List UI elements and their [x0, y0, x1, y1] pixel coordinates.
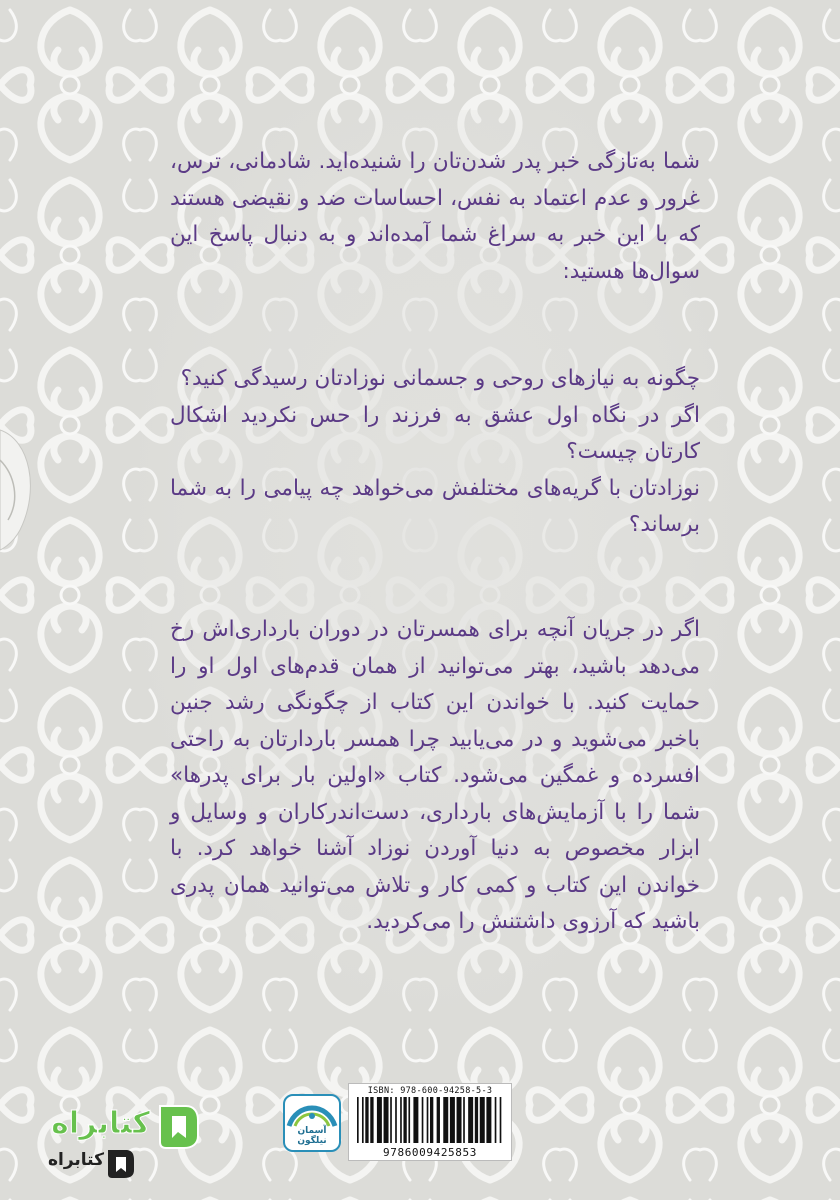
barcode-bar: [427, 1097, 429, 1143]
barcode-bar: [365, 1097, 368, 1143]
isbn-label: ISBN: 978-600-94258-5-3: [367, 1086, 493, 1096]
barcode-bar: [495, 1097, 497, 1143]
barcode-bar: [443, 1097, 448, 1143]
barcode-bar: [357, 1097, 359, 1143]
barcode-bar: [362, 1097, 364, 1143]
ketabrah-logo-text: کتابراه: [51, 1106, 150, 1141]
barcode-bar: [486, 1097, 491, 1143]
barcode-bar: [422, 1097, 424, 1143]
barcode-bar: [450, 1097, 455, 1143]
barcode-bar: [468, 1097, 473, 1143]
barcode-bar: [463, 1097, 465, 1143]
barcode-bar: [395, 1097, 397, 1143]
barcode-bar: [384, 1097, 389, 1143]
publisher-logo: [283, 1094, 341, 1152]
publisher-logo-text: آسمان نیلگون: [297, 1126, 327, 1146]
description-paragraph: [170, 612, 700, 941]
barcode-bar: [408, 1097, 410, 1143]
ketabrah-logo-icon: [156, 1100, 200, 1150]
barcode-bar: [390, 1097, 392, 1143]
decorative-corner-shape: [0, 420, 40, 570]
barcode-bar: [403, 1097, 406, 1143]
isbn-barcode: [348, 1083, 512, 1161]
barcode-bar: [457, 1097, 462, 1143]
intro-paragraph: [170, 144, 700, 290]
question-item: نوزادتان با گریه‌های مختلفش می‌خواهد چه پیامی را به شما برساند؟: [170, 475, 700, 537]
questions-list: [170, 361, 700, 544]
barcode-bar: [400, 1097, 402, 1143]
ketabrah-small-icon: [106, 1146, 136, 1180]
barcode-bar: [475, 1097, 478, 1143]
ketabrah-small-text: کتابراه: [47, 1150, 104, 1170]
ketabrah-small-logo: [38, 1142, 138, 1186]
question-item: اگر در نگاه اول عشق به فرزند را حس نکردید اشکال کارتان چیست؟: [170, 402, 700, 464]
barcode-bar: [500, 1097, 502, 1143]
barcode-bar: [437, 1097, 440, 1143]
barcode-bar: [480, 1097, 485, 1143]
barcode-bar: [377, 1097, 382, 1143]
intro-paragraph-text: شما به‌تازگی خبر پدر شدن‌تان را شنیده‌اید. شادمانی، ترس، غرور و عدم اعتماد به نفس، احساسات ضد و نقیضی هستند که با این خبر به سراغ شما آمده‌اند و به دنبال پاسخ این سوال‌ها هستید:: [170, 149, 700, 284]
barcode-bar: [370, 1097, 373, 1143]
description-paragraph-text: اگر در جریان آنچه برای همسرتان در دوران بارداری‌اش رخ می‌دهد باشید، بهتر می‌توانید از همان قدم‌های اول او را حمایت کنید. با خواندن این کتاب از چگونگی رشد جنین باخبر می‌شوید و در می‌یابید چرا همسر باردارتان به راحتی افسرده و غمگین می‌شود. کتاب «اولین بار برای پدرها» شما را با آزمایش‌های بارداری، دست‌اندرکاران و وسایل و ابزار مخصوص به دنیا آوردن نوزاد آشنا خواهد کرد. با خواندن این کتاب و کمی کار و تلاش می‌توانید همان پدری باشید که آرزوی داشتنش را می‌کردید.: [170, 617, 700, 934]
barcode-bar: [413, 1097, 418, 1143]
question-item: چگونه به نیازهای روحی و جسمانی نوزادتان رسیدگی کنید؟: [180, 366, 700, 391]
barcode-bar: [430, 1097, 433, 1143]
barcode-number: 9786009425853: [383, 1146, 477, 1159]
barcode-bars: [355, 1097, 505, 1145]
